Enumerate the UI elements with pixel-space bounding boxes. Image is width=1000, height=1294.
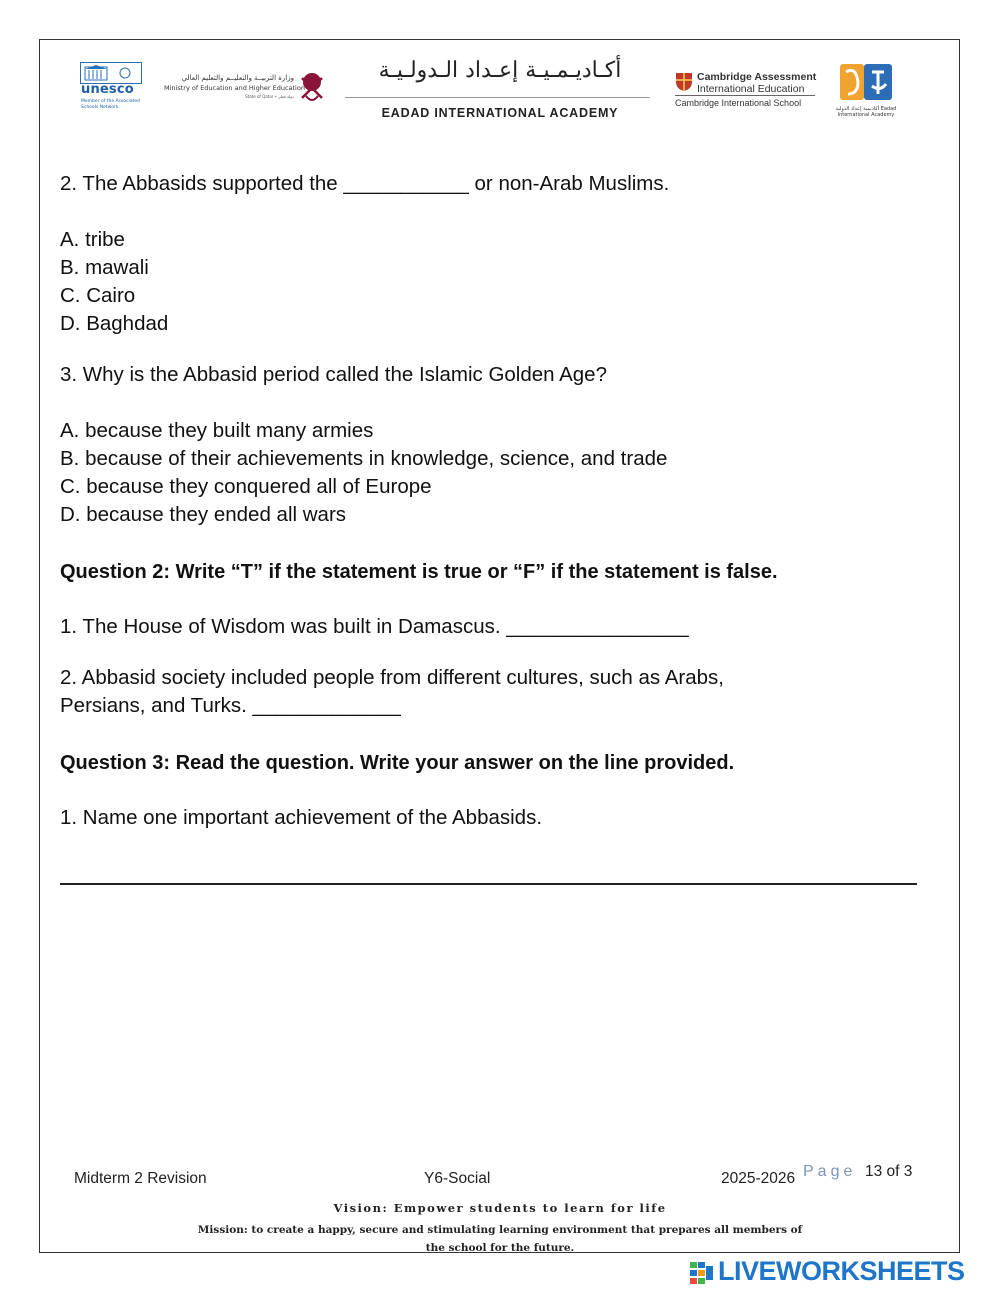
short-answer-1: 1. Name one important achievement of the Abbasids.: [60, 806, 543, 829]
liveworksheets-text: LIVEWORKSHEETS: [718, 1256, 965, 1286]
academy-divider: [345, 97, 650, 98]
eadad-caption: أكاديمية إعداد الدولية Eadad International Academy: [835, 106, 897, 118]
q2-option-b[interactable]: B. mawali: [60, 256, 149, 279]
academy-english-title: EADAD INTERNATIONAL ACADEMY: [381, 106, 619, 120]
footer-subject: Y6-Social: [424, 1170, 491, 1187]
section-3-title: Question 3: Read the question. Write your answer on the line provided.: [60, 752, 735, 774]
cambridge-logo: [673, 70, 823, 114]
q3-option-b[interactable]: B. because of their achievements in knowledge, science, and trade: [60, 447, 668, 470]
ministry-logo: [164, 68, 328, 108]
cambridge-line1: Cambridge Assessment: [697, 71, 817, 83]
section-2-title: Question 2: Write “T” if the statement is true or “F” if the statement is false.: [60, 561, 778, 583]
cambridge-line2: International Education: [697, 83, 805, 95]
page-label: Page: [803, 1163, 857, 1180]
q3-option-a[interactable]: A. because they built many armies: [60, 419, 374, 442]
page-frame: [39, 39, 960, 1253]
cambridge-line3: Cambridge International School: [675, 98, 802, 108]
unesco-emblem: [80, 62, 142, 84]
eadad-emblem-icon: [828, 62, 904, 106]
ministry-english: Ministry of Education and Higher Education: [164, 84, 305, 92]
page-number: 13 of 3: [865, 1163, 913, 1180]
cambridge-divider: [675, 95, 815, 96]
unesco-subtitle: Member of the Associated Schools Network: [81, 99, 140, 110]
cambridge-shield-icon: [675, 72, 693, 92]
true-false-2-line2[interactable]: Persians, and Turks. _____________: [60, 694, 401, 717]
question-2-stem: 2. The Abbasids supported the ___________ or non-Arab Muslims.: [60, 172, 670, 195]
true-false-1[interactable]: 1. The House of Wisdom was built in Damascus. ________________: [60, 615, 689, 638]
q3-option-d[interactable]: D. because they ended all wars: [60, 503, 347, 526]
unesco-logo: [80, 62, 146, 120]
vision-statement: Vision: Empower students to learn for life: [333, 1201, 667, 1215]
footer-title: Midterm 2 Revision: [74, 1170, 207, 1187]
qatar-emblem-icon: [298, 68, 326, 106]
true-false-2-line1: 2. Abbasid society included people from different cultures, such as Arabs,: [60, 666, 724, 689]
mission-line-1: Mission: to create a happy, secure and stimulating learning environment that prepares all members of: [197, 1224, 803, 1236]
q3-option-c[interactable]: C. because they conquered all of Europe: [60, 475, 432, 498]
academy-arabic-title: أكـاديـمـيـة إعـداد الـدولـيـة: [378, 58, 622, 83]
question-3-stem: 3. Why is the Abbasid period called the Islamic Golden Age?: [60, 363, 607, 386]
mission-line-2: the school for the future.: [425, 1242, 575, 1254]
q2-option-c[interactable]: C. Cairo: [60, 284, 136, 307]
eadad-logo: [828, 62, 904, 122]
answer-line[interactable]: [60, 883, 917, 885]
q2-option-d[interactable]: D. Baghdad: [60, 312, 169, 335]
unesco-word: unesco: [81, 82, 134, 97]
q2-option-a[interactable]: A. tribe: [60, 228, 125, 251]
ministry-state: State of Qatar • دولة قطر: [245, 94, 294, 99]
liveworksheets-grid-icon: [690, 1262, 714, 1284]
ministry-arabic: وزارة التربيــة والتعليــم والتعليم العالي: [181, 74, 294, 82]
footer-year: 2025-2026: [721, 1170, 796, 1187]
